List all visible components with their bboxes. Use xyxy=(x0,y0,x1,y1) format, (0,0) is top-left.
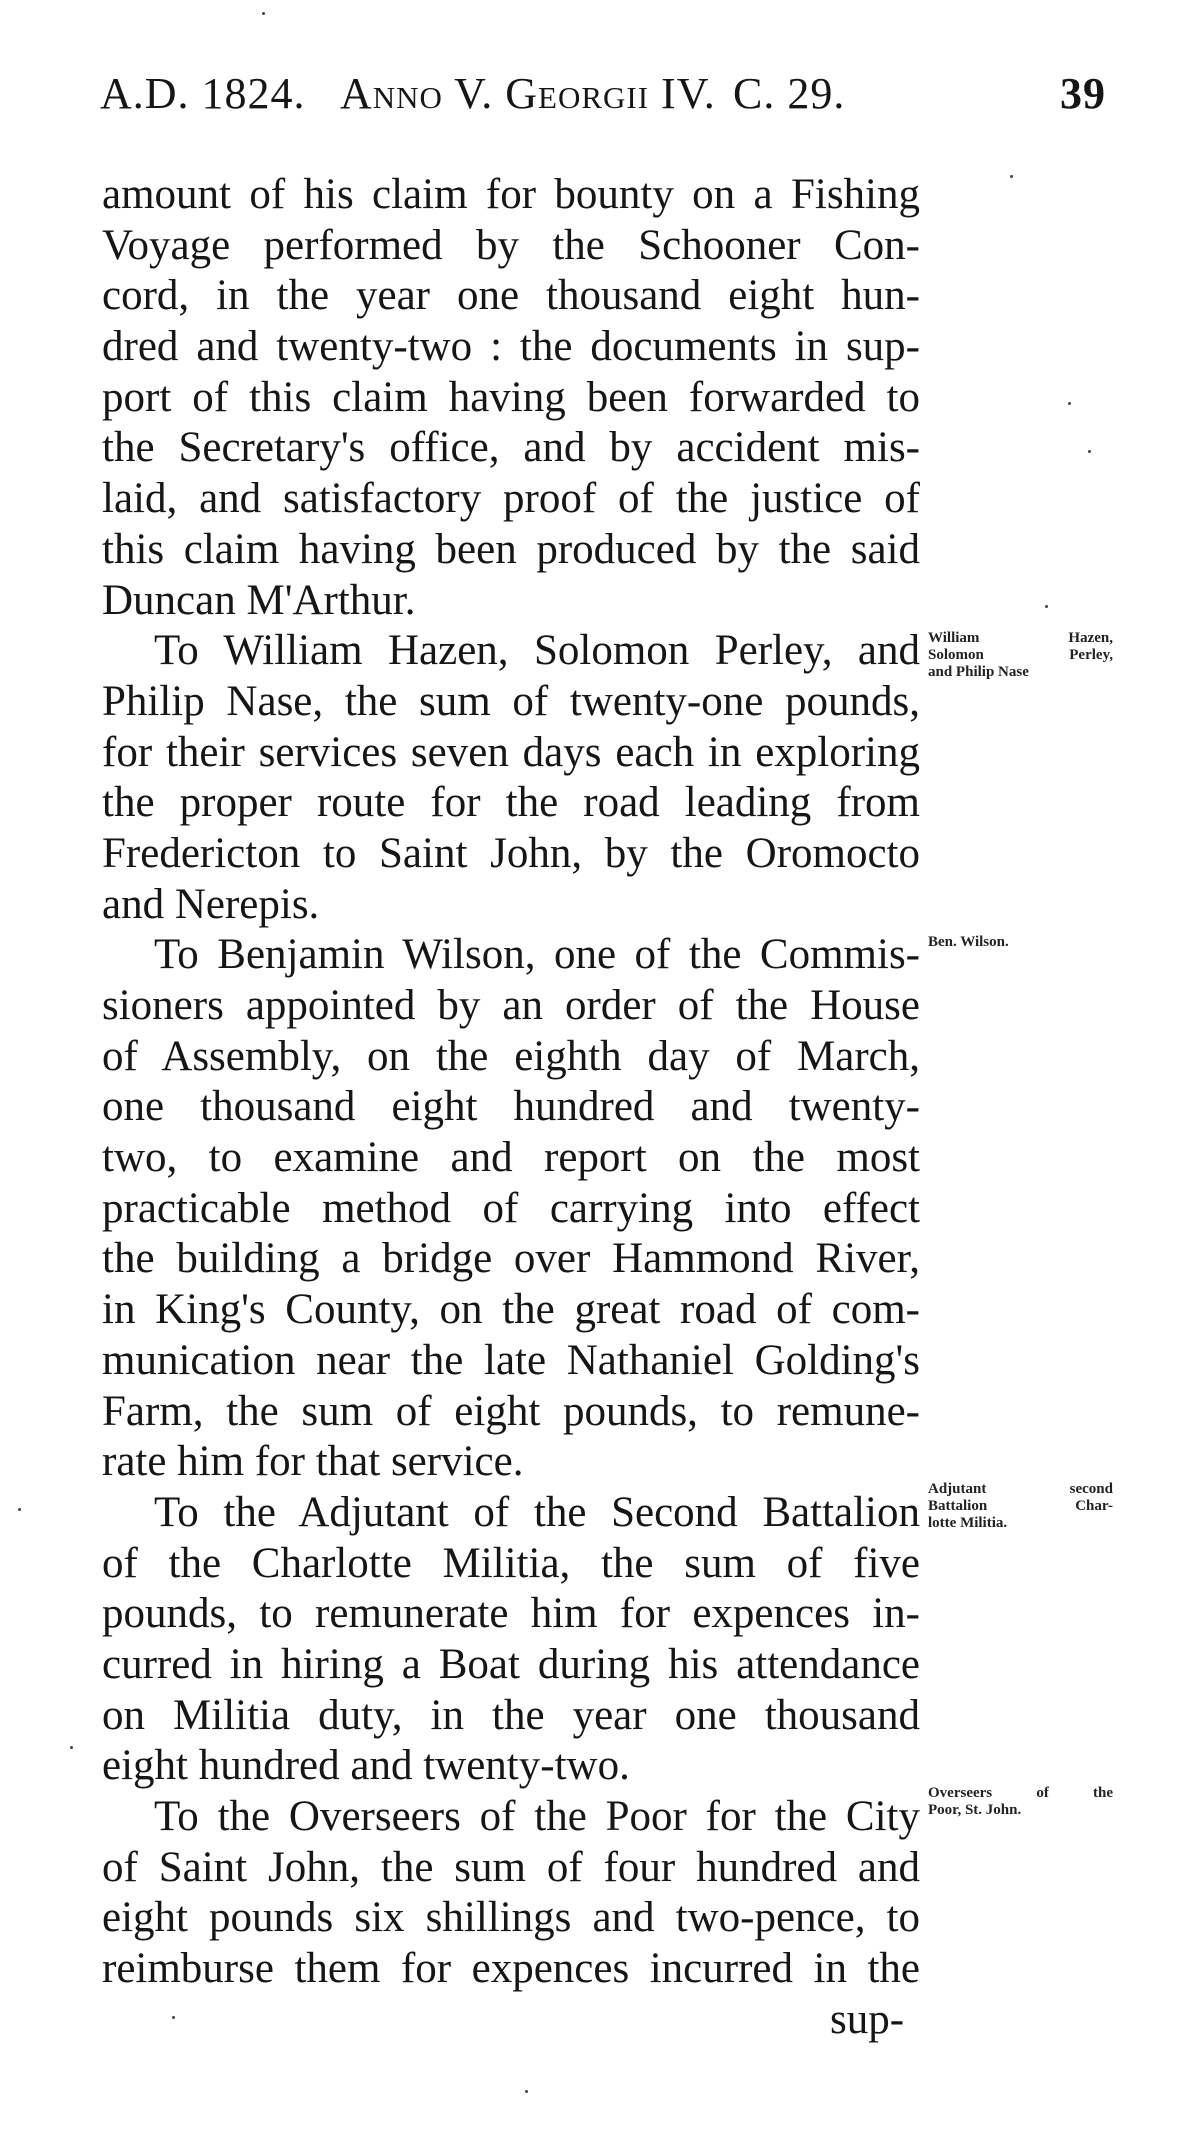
text-line: of the Charlotte Militia, the sum of five xyxy=(102,1539,920,1587)
running-header xyxy=(100,68,1130,138)
marginal-note-wilson xyxy=(928,934,1113,951)
text-line: Duncan M'Arthur. xyxy=(102,576,416,624)
marginal-note-line: Battalion Char- xyxy=(928,1498,1113,1514)
print-speck xyxy=(262,12,265,15)
marginal-note-line: Overseers of the xyxy=(928,1785,1113,1801)
text-line: eight pounds six shillings and two-pence, to xyxy=(102,1894,920,1942)
print-speck xyxy=(18,1508,21,1511)
text-line: laid, and satisfactory proof of the justice of xyxy=(102,475,920,523)
text-line: amount of his claim for bounty on a Fishing xyxy=(102,171,920,218)
print-speck xyxy=(1068,402,1071,405)
text-line: two, to examine and report on the most xyxy=(102,1134,920,1182)
header-regnal-year: Anno V. Georgii IV. xyxy=(340,69,716,118)
catchword: sup- xyxy=(830,1996,905,2043)
header-year: A.D. 1824. xyxy=(100,69,306,118)
text-line: the building a bridge over Hammond River, xyxy=(102,1235,920,1283)
text-line: dred and twenty-two : the documents in sup- xyxy=(102,323,920,371)
text-line: sioners appointed by an order of the House xyxy=(102,982,920,1029)
marginal-note-adjutant xyxy=(928,1481,1113,1532)
text-line: port of this claim having been forwarded to xyxy=(102,373,920,421)
marginal-note-line: William Hazen, xyxy=(928,630,1113,646)
text-line: curred in hiring a Boat during his attendance xyxy=(102,1640,920,1688)
text-line: Voyage performed by the Schooner Con- xyxy=(102,221,920,269)
marginal-note-line: and Philip Nase xyxy=(928,664,1029,680)
paragraph-first-line: To the Overseers of the Poor for the City xyxy=(154,1793,920,1840)
text-line: on Militia duty, in the year one thousand xyxy=(102,1691,920,1739)
text-line: rate him for that service. xyxy=(102,1438,524,1486)
text-line: munication near the late Nathaniel Golding's xyxy=(102,1336,920,1384)
print-speck xyxy=(172,2016,175,2019)
marginal-note-overseers xyxy=(928,1785,1113,1819)
text-line: Philip Nase, the sum of twenty-one pounds, xyxy=(102,677,920,725)
text-line: of Saint John, the sum of four hundred and xyxy=(102,1843,920,1891)
print-speck xyxy=(1010,175,1013,178)
text-line: the proper route for the road leading from xyxy=(102,779,920,827)
text-line: pounds, to remunerate him for expences in- xyxy=(102,1590,920,1638)
body-text xyxy=(102,170,920,1995)
text-line: Fredericton to Saint John, by the Oromocto xyxy=(102,829,920,877)
paragraph-first-line: To William Hazen, Solomon Perley, and xyxy=(154,627,920,675)
print-speck xyxy=(70,1746,73,1749)
text-line: and Nerepis. xyxy=(102,880,320,928)
text-line: one thousand eight hundred and twenty- xyxy=(102,1083,920,1131)
marginal-note-line: Poor, St. John. xyxy=(928,1802,1022,1818)
page-number: 39 xyxy=(1060,69,1106,118)
text-line: this claim having been produced by the said xyxy=(102,525,920,573)
text-line: of Assembly, on the eighth day of March, xyxy=(102,1032,920,1080)
marginal-note-line: lotte Militia. xyxy=(928,1515,1008,1531)
text-line: reimburse them for expences incurred in the xyxy=(102,1945,920,1993)
marginal-note-line: Ben. Wilson. xyxy=(928,934,1009,950)
paragraph-first-line: To the Adjutant of the Second Battalion xyxy=(154,1488,920,1536)
text-line: cord, in the year one thousand eight hun- xyxy=(102,272,920,320)
text-line: Farm, the sum of eight pounds, to remune- xyxy=(102,1387,920,1435)
print-speck xyxy=(1088,450,1091,453)
paragraph-first-line: To Benjamin Wilson, one of the Commis- xyxy=(154,931,920,979)
marginal-note-line: Adjutant second xyxy=(928,1481,1113,1497)
text-line: in King's County, on the great road of com- xyxy=(102,1286,920,1334)
text-line: for their services seven days each in exploring xyxy=(102,728,920,776)
text-line: the Secretary's office, and by accident mis- xyxy=(102,424,920,472)
marginal-note-hazen xyxy=(928,630,1113,681)
text-line: eight hundred and twenty-two. xyxy=(102,1742,630,1790)
marginal-note-line: Solomon Perley, xyxy=(928,647,1113,663)
header-chapter: C. 29. xyxy=(733,69,846,118)
print-speck xyxy=(525,2090,528,2093)
print-speck xyxy=(1045,605,1048,608)
text-line: practicable method of carrying into effect xyxy=(102,1184,920,1232)
